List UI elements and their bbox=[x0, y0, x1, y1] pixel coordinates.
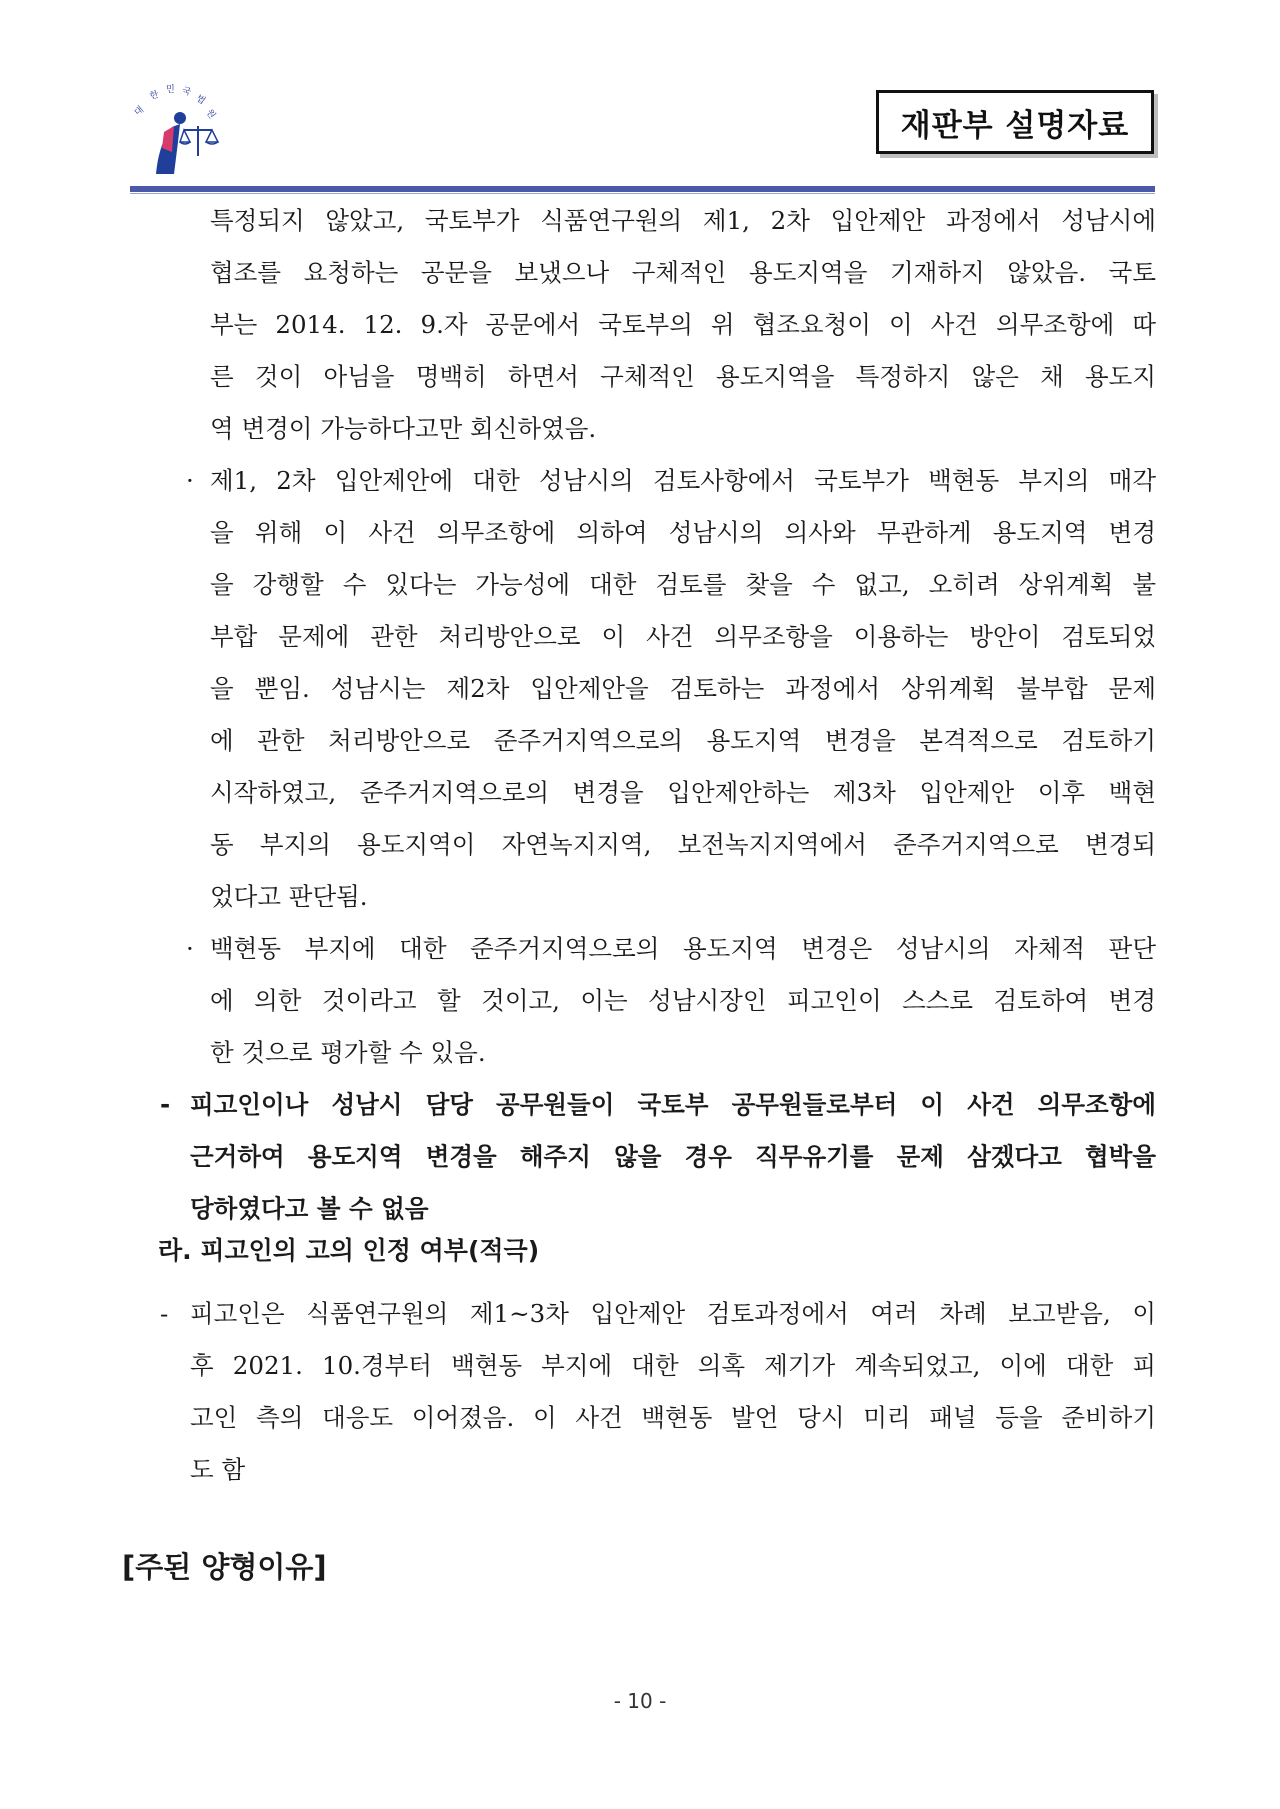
bullet-marker: · bbox=[186, 466, 194, 495]
subsection-heading: 라. 피고인의 고의 인정 여부(적극) bbox=[158, 1236, 540, 1265]
p1-line: 특정되지 않았고, 국토부가 식품연구원의 제1, 2차 입안제안 과정에서 성남시에 bbox=[210, 206, 1156, 235]
p5-line: 고인 측의 대응도 이어졌음. 이 사건 백현동 발언 당시 미리 패널 등을 준비하기 bbox=[190, 1403, 1156, 1432]
p2-line: 을 뿐임. 성남시는 제2차 입안제안을 검토하는 과정에서 상위계획 불부합 문제 bbox=[210, 674, 1156, 703]
svg-text:원: 원 bbox=[203, 107, 217, 121]
court-logo-icon bbox=[128, 82, 232, 182]
p2-line: 부합 문제에 관한 처리방안으로 이 사건 의무조항을 이용하는 방안이 검토되었 bbox=[210, 622, 1156, 651]
p2-line: 었다고 판단됨. bbox=[210, 882, 368, 911]
p1-line: 협조를 요청하는 공문을 보냈으나 구체적인 용도지역을 기재하지 않았음. 국토 bbox=[210, 258, 1156, 287]
p4-line: 근거하여 용도지역 변경을 해주지 않을 경우 직무유기를 문제 삼겠다고 협박을 bbox=[190, 1142, 1156, 1171]
svg-text:민: 민 bbox=[166, 85, 175, 95]
p2-line: 동 부지의 용도지역이 자연녹지지역, 보전녹지지역에서 준주거지역으로 변경되 bbox=[210, 830, 1156, 859]
section-title: [주된 양형이유] bbox=[122, 1550, 327, 1584]
p2-line: 에 관한 처리방안으로 준주거지역으로의 용도지역 변경을 본격적으로 검토하기 bbox=[210, 726, 1156, 755]
svg-text:국: 국 bbox=[180, 86, 192, 99]
bullet-marker: · bbox=[186, 934, 194, 963]
p5-line: 후 2021. 10.경부터 백현동 부지에 대한 의혹 제기가 계속되었고, 이에 대한 피 bbox=[190, 1351, 1156, 1380]
p3-line: 한 것으로 평가할 수 있음. bbox=[210, 1038, 486, 1067]
dash-marker: - bbox=[160, 1299, 169, 1328]
p1-line: 역 변경이 가능하다고만 회신하였음. bbox=[210, 414, 597, 443]
p3-line: 에 의한 것이라고 할 것이고, 이는 성남시장인 피고인이 스스로 검토하여 변경 bbox=[210, 986, 1156, 1015]
dash-marker: - bbox=[160, 1090, 171, 1119]
p4-line: 피고인이나 성남시 담당 공무원들이 국토부 공무원들로부터 이 사건 의무조항에 bbox=[190, 1090, 1156, 1119]
p2-line: 시작하였고, 준주거지역으로의 변경을 입안제안하는 제3차 입안제안 이후 백현 bbox=[210, 778, 1156, 807]
p2-line: 을 위해 이 사건 의무조항에 의하여 성남시의 의사와 무관하게 용도지역 변경 bbox=[210, 518, 1156, 547]
p5-line: 도 함 bbox=[190, 1455, 246, 1484]
header-divider bbox=[130, 186, 1155, 192]
svg-text:한: 한 bbox=[148, 89, 160, 102]
svg-text:법: 법 bbox=[193, 93, 207, 107]
p3-line: 백현동 부지에 대한 준주거지역으로의 용도지역 변경은 성남시의 자체적 판단 bbox=[210, 934, 1156, 963]
p5-line: 피고인은 식품연구원의 제1~3차 입안제안 검토과정에서 여러 차례 보고받음, 이 bbox=[190, 1299, 1156, 1328]
p1-line: 부는 2014. 12. 9.자 공문에서 국토부의 위 협조요청이 이 사건 의무조항에 따 bbox=[210, 310, 1156, 339]
p4-line: 당하였다고 볼 수 없음 bbox=[190, 1194, 429, 1223]
p2-line: 제1, 2차 입안제안에 대한 성남시의 검토사항에서 국토부가 백현동 부지의 매각 bbox=[210, 466, 1156, 495]
p2-line: 을 강행할 수 있다는 가능성에 대한 검토를 찾을 수 없고, 오히려 상위계획 불 bbox=[210, 570, 1156, 599]
svg-text:대: 대 bbox=[132, 104, 146, 119]
document-type-badge: 재판부 설명자료 bbox=[876, 90, 1154, 154]
p1-line: 른 것이 아님을 명백히 하면서 구체적인 용도지역을 특정하지 않은 채 용도지 bbox=[210, 362, 1156, 391]
header-divider-thin bbox=[130, 193, 1155, 194]
page-number: - 10 - bbox=[613, 1689, 667, 1713]
